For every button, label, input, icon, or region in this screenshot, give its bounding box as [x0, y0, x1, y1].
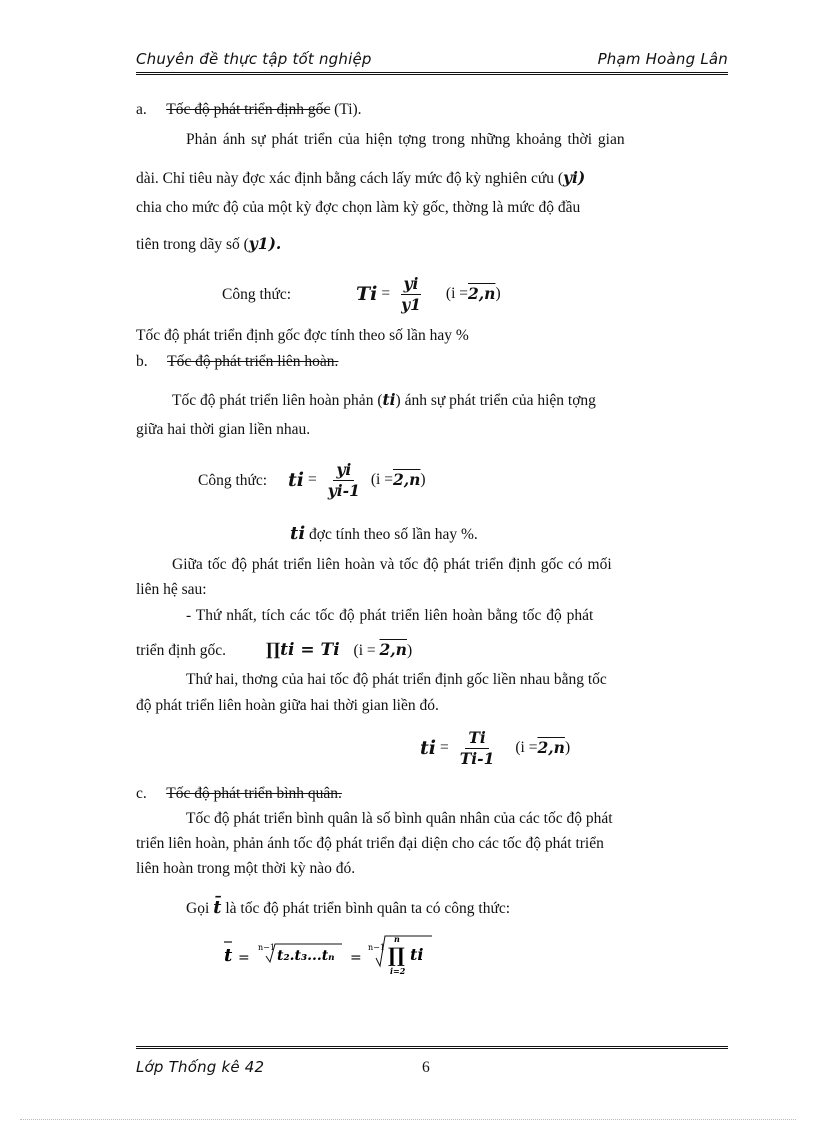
- section-b-heading-line: [136, 352, 338, 372]
- svg-text:n−1: n−1: [368, 943, 385, 952]
- section-c-p1-l3: liên hoàn trong một thời kỳ nào đó.: [136, 860, 356, 877]
- footer-rule: [136, 1046, 728, 1049]
- page-edge-divider: [20, 1119, 796, 1120]
- section-b-formula-label: Công thức:: [198, 472, 268, 489]
- section-a-heading: Tốc độ phát triển định gốc: [166, 101, 331, 118]
- section-b-p4-l2: độ phát triển liên hoàn giữa hai thời gian liền đó.: [136, 697, 439, 714]
- t-bar-symbol: t̄: [213, 897, 222, 918]
- svg-text:=: =: [350, 950, 362, 966]
- section-a-p1-l2: dài. Chỉ tiêu này đợc xác định bằng cách lấy mức độ kỳ nghiên cứu (yi): [136, 168, 586, 187]
- section-a-p1-l1: Phản ánh sự phát triển của hiện tợng trong những khoảng thời gian: [186, 131, 625, 148]
- geo-mean-formula-text: [222, 928, 238, 929]
- section-b-p4-l1: Thứ hai, thơng của hai tốc độ phát triển định gốc liền nhau bằng tốc: [186, 671, 607, 688]
- section-a-formula-label: Công thức:: [222, 286, 292, 303]
- section-a-p1-l3: chia cho mức độ của một kỳ đợc chọn làm kỳ gốc, thờng là mức độ đầu: [136, 199, 581, 216]
- svg-text:∏: ∏: [388, 943, 405, 967]
- product-formula: ∏ti = Ti: [265, 640, 340, 660]
- section-b-formula: ti = $\frac{yi}{yi-1}$ (i = 2,n ): [288, 459, 426, 500]
- section-b-p3-l2: triển định gốc. ∏ti = Ti (i = 2,n): [136, 640, 413, 660]
- section-b-p3-l1: - Thứ nhất, tích các tốc độ phát triển liên hoàn bằng tốc độ phát: [186, 607, 594, 624]
- section-a-heading-line: [136, 100, 362, 120]
- formula-lhs: Ti: [356, 283, 378, 305]
- geo-mean-formula-graphic: [222, 928, 462, 978]
- section-c-label: c.: [136, 785, 147, 802]
- section-b-ratio-formula: ti = $\frac{Ti}{Ti-1}$ (i = 2,n ): [420, 727, 571, 768]
- geo-mean-formula: [222, 928, 462, 978]
- section-c-heading: Tốc độ phát triển bình quân.: [166, 785, 342, 802]
- section-c-heading-line: [136, 784, 342, 804]
- section-b-note: ti đợc tính theo số lần hay %.: [290, 523, 478, 544]
- section-b-label: b.: [136, 353, 148, 370]
- section-b-p1-l1: Tốc độ phát triển liên hoàn phản (ti) ánh sự phát triển của hiện tợng: [172, 390, 596, 409]
- t-i-symbol: ti: [382, 390, 396, 409]
- section-a-note: Tốc độ phát triển định gốc đợc tính theo số lần hay %: [136, 327, 469, 344]
- section-b-heading: Tốc độ phát triển liên hoàn.: [167, 353, 339, 370]
- svg-text:ti: ti: [410, 945, 424, 964]
- y-1-symbol: y1).: [248, 234, 282, 253]
- page-number: 6: [422, 1059, 430, 1076]
- svg-text:t₂.t₃...tₙ: t₂.t₃...tₙ: [277, 948, 335, 964]
- section-c-p1-l2: triển liên hoàn, phản ánh tốc độ phát triển đại diện cho các tốc độ phát triển: [136, 835, 604, 852]
- svg-text:t: t: [224, 945, 233, 966]
- section-c-p1-l1: Tốc độ phát triển bình quân là số bình quân nhân của các tốc độ phát: [186, 810, 613, 827]
- section-a-label: a.: [136, 101, 147, 118]
- footer-left: Lớp Thống kê 42: [136, 1058, 265, 1076]
- header-rule: [136, 72, 728, 75]
- section-a-symbol: (Ti).: [334, 101, 362, 118]
- header-right: Phạm Hoàng Lân: [597, 50, 728, 68]
- header-left: Chuyên đề thực tập tốt nghiệp: [136, 50, 372, 68]
- section-b-p2-l2: liên hệ sau:: [136, 581, 207, 598]
- section-c-p2: Gọi t̄ là tốc độ phát triển bình quân ta có công thức:: [186, 897, 511, 918]
- svg-text:n: n: [394, 934, 400, 944]
- y-i-symbol: yi): [563, 168, 586, 187]
- svg-text:i=2: i=2: [390, 966, 406, 976]
- section-a-p1-l4: tiên trong dãy số (y1).: [136, 234, 282, 253]
- section-b-p1-l2: giữa hai thời gian liền nhau.: [136, 421, 311, 438]
- svg-text:n−1: n−1: [258, 943, 275, 952]
- section-a-formula: Ti = $\frac{yi}{y1}$ (i = 2,n ): [356, 273, 501, 314]
- formula-fraction: $\frac{yi}{y1}$: [401, 273, 421, 314]
- section-b-p2-l1: Giữa tốc độ phát triển liên hoàn và tốc độ phát triển định gốc có mối: [172, 556, 612, 573]
- svg-text:=: =: [238, 950, 250, 966]
